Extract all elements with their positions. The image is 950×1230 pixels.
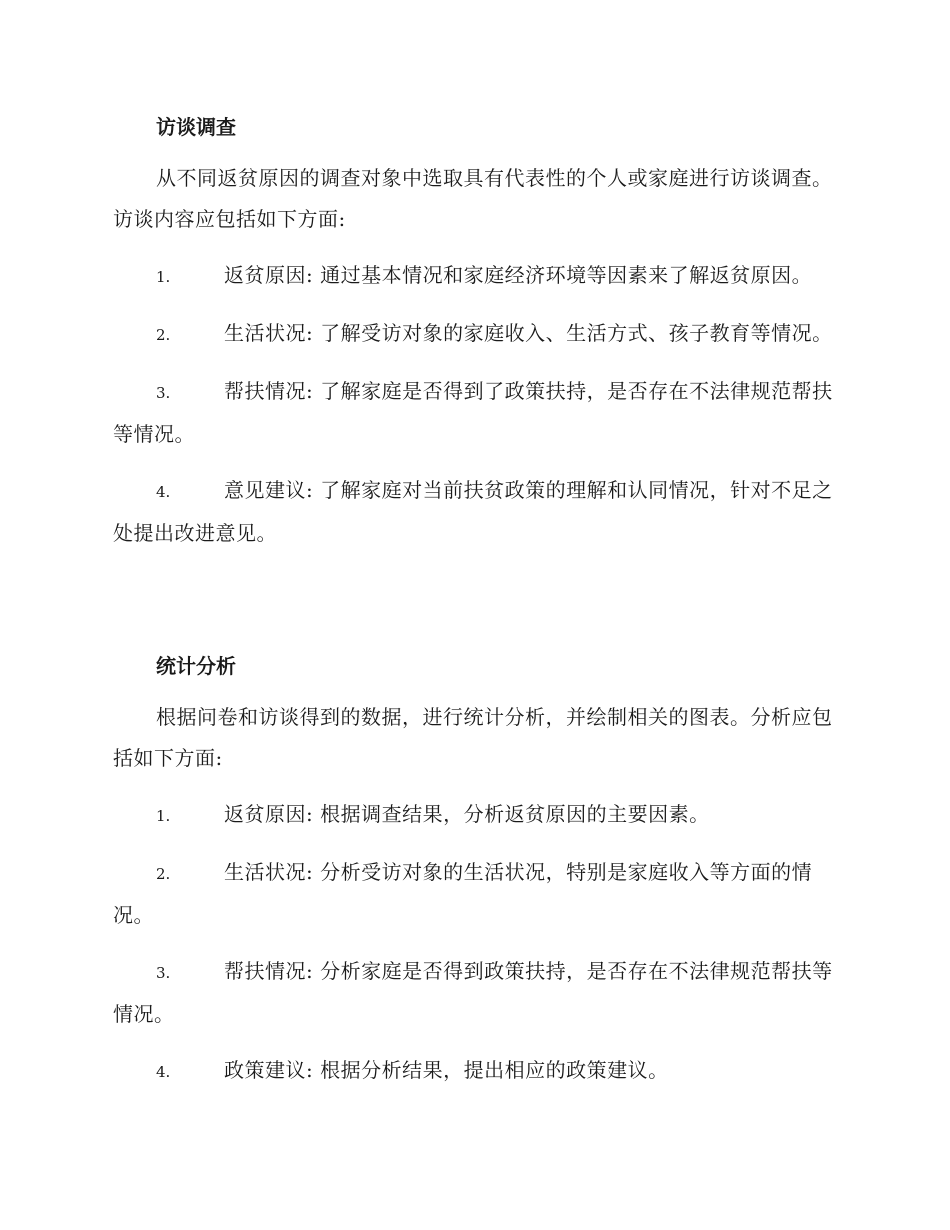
section-intro-paragraph: 根据问卷和访谈得到的数据，进行统计分析，并绘制相关的图表。分析应包括如下方面: [113, 705, 833, 770]
numbered-list [0, 794, 950, 1093]
list-item [0, 794, 833, 837]
list-item-text: 生活状况: 了解受访对象的家庭收入、生活方式、孩子教育等情况。 [224, 321, 833, 345]
section-heading: 访谈调查 [156, 115, 236, 139]
list-number: 4. [156, 1063, 171, 1081]
section-statistical-analysis [0, 651, 950, 1093]
list-number: 2. [156, 865, 171, 883]
list-number: 2. [156, 326, 171, 344]
section-intro-paragraph: 从不同返贫原因的调查对象中选取具有代表性的个人或家庭进行访谈调查。访谈内容应包括如下方面: [113, 166, 833, 231]
list-item-text: 帮扶情况: 分析家庭是否得到政策扶持，是否存在不法律规范帮扶等情况。 [113, 959, 833, 1026]
list-number: 4. [156, 483, 171, 501]
list-item [0, 1050, 833, 1093]
list-item [0, 313, 833, 356]
list-item-text: 返贫原因: 根据调查结果，分析返贫原因的主要因素。 [224, 802, 710, 826]
list-item [0, 852, 833, 936]
list-number: 3. [156, 384, 171, 402]
list-item [0, 255, 833, 298]
list-item-text: 帮扶情况: 了解家庭是否得到了政策扶持，是否存在不法律规范帮扶等情况。 [113, 379, 833, 446]
section-interview-survey [0, 112, 950, 554]
list-item-text: 返贫原因: 通过基本情况和家庭经济环境等因素来了解返贫原因。 [224, 263, 813, 287]
list-item-text: 政策建议: 根据分析结果，提出相应的政策建议。 [224, 1058, 669, 1082]
list-item-text: 意见建议: 了解家庭对当前扶贫政策的理解和认同情况，针对不足之处提出改进意见。 [113, 478, 833, 545]
list-item-text: 生活状况: 分析受访对象的生活状况，特别是家庭收入等方面的情况。 [113, 860, 813, 927]
section-heading: 统计分析 [156, 654, 236, 678]
list-number: 3. [156, 964, 171, 982]
list-number: 1. [156, 268, 171, 286]
list-item [0, 951, 833, 1035]
numbered-list [0, 255, 950, 554]
list-item [0, 470, 833, 554]
list-number: 1. [156, 807, 171, 825]
list-item [0, 371, 833, 455]
